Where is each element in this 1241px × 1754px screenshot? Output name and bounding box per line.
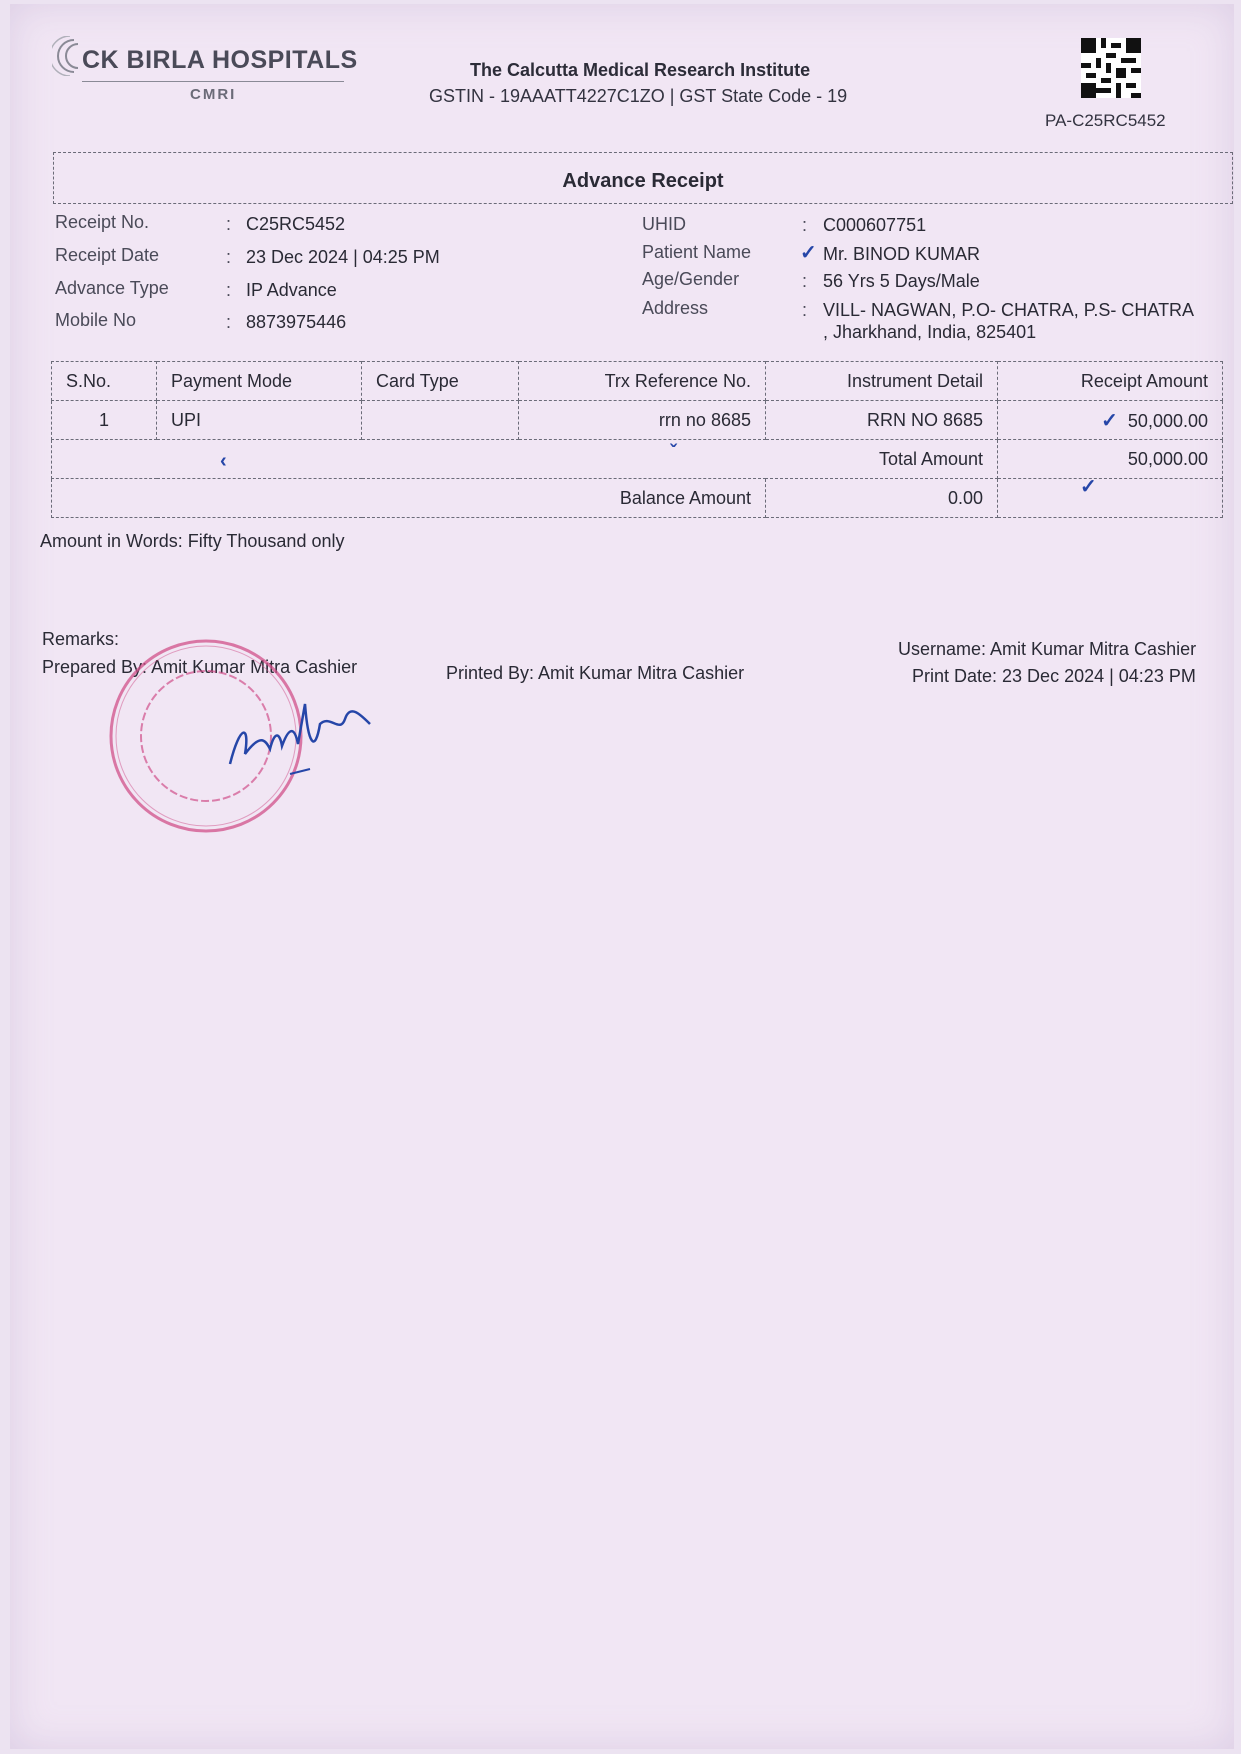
cell-card-type [362,401,519,440]
colon: : [226,312,232,332]
page-title: Advance Receipt [562,170,724,192]
check-mark-icon: ✓ [800,242,817,264]
cell-instrument-detail: RRN NO 8685 [766,401,998,440]
colon: : [802,215,808,235]
header-payment-mode: Payment Mode [157,362,362,401]
table-row [52,401,1223,440]
uhid-value: C000607751 [823,215,927,235]
payment-table [51,361,1223,518]
title-box [53,152,1233,204]
header-card-type: Card Type [362,362,519,401]
total-label: Total Amount [52,440,998,479]
cell-trx-reference: rrn no 8685 [519,401,766,440]
balance-row [52,479,1223,518]
mobile-label: Mobile No [55,310,137,330]
header-receipt-amount: Receipt Amount [998,362,1223,401]
remarks-label: Remarks: [42,629,120,649]
receipt-page [10,4,1234,1749]
logo-divider [82,81,344,82]
colon: : [226,280,232,300]
pen-mark-icon: ✓ [1080,476,1097,498]
patient-name-value: Mr. BINOD KUMAR [823,244,981,264]
cell-payment-mode: UPI [157,401,362,440]
total-value: 50,000.00 [998,440,1223,479]
patient-name-label: Patient Name [642,242,752,262]
uhid-label: UHID [642,214,686,234]
receipt-date-label: Receipt Date [55,245,160,265]
colon: : [226,247,232,267]
gstin-line: GSTIN - 19AAATT4227C1ZO | GST State Code - 19 [429,86,848,106]
logo-text: CK BIRLA HOSPITALS [82,46,358,74]
address-value-line1: VILL- NAGWAN, P.O- CHATRA, P.S- CHATRA [823,300,1195,320]
print-date: Print Date: 23 Dec 2024 | 04:23 PM [912,666,1196,686]
cell-sno: 1 [52,401,157,440]
age-gender-value: 56 Yrs 5 Days/Male [823,271,980,291]
header-trx-reference: Trx Reference No. [519,362,766,401]
institute-name: The Calcutta Medical Research Institute [470,60,811,80]
receipt-no-label: Receipt No. [55,212,150,232]
header-instrument-detail: Instrument Detail [766,362,998,401]
logo-subtext: CMRI [190,86,237,103]
advance-type-value: IP Advance [246,280,337,300]
colon: : [802,300,808,320]
advance-type-label: Advance Type [55,278,169,298]
colon: : [226,214,232,234]
hospital-logo-icon [52,36,82,76]
address-value-line2: , Jharkhand, India, 825401 [823,322,1037,342]
prepared-by: Prepared By: Amit Kumar Mitra Cashier [42,657,358,677]
printed-by: Printed By: Amit Kumar Mitra Cashier [446,663,745,683]
check-mark-icon: ✓ [1101,409,1118,432]
receipt-no-value: C25RC5452 [246,214,346,234]
header-sno: S.No. [52,362,157,401]
balance-label: Balance Amount [52,479,766,518]
age-gender-label: Age/Gender [642,269,740,289]
total-row [52,440,1223,479]
table-header-row [52,362,1223,401]
pen-mark-icon: ˇ [670,442,677,464]
amount-in-words: Amount in Words: Fifty Thousand only [40,531,345,551]
balance-value: 0.00 [766,479,998,518]
username: Username: Amit Kumar Mitra Cashier [898,639,1197,659]
pen-mark-icon: ‹ [220,450,227,472]
colon: : [802,271,808,291]
mobile-value: 8873975446 [246,312,347,332]
receipt-amount-value: 50,000.00 [1127,410,1208,431]
receipt-code: PA-C25RC5452 [1045,111,1166,130]
qr-code-icon [1081,38,1141,98]
address-label: Address [642,298,709,318]
signature-icon [220,684,400,794]
cell-receipt-amount [998,401,1223,440]
receipt-date-value: 23 Dec 2024 | 04:25 PM [246,247,440,267]
balance-empty-cell [998,479,1223,518]
